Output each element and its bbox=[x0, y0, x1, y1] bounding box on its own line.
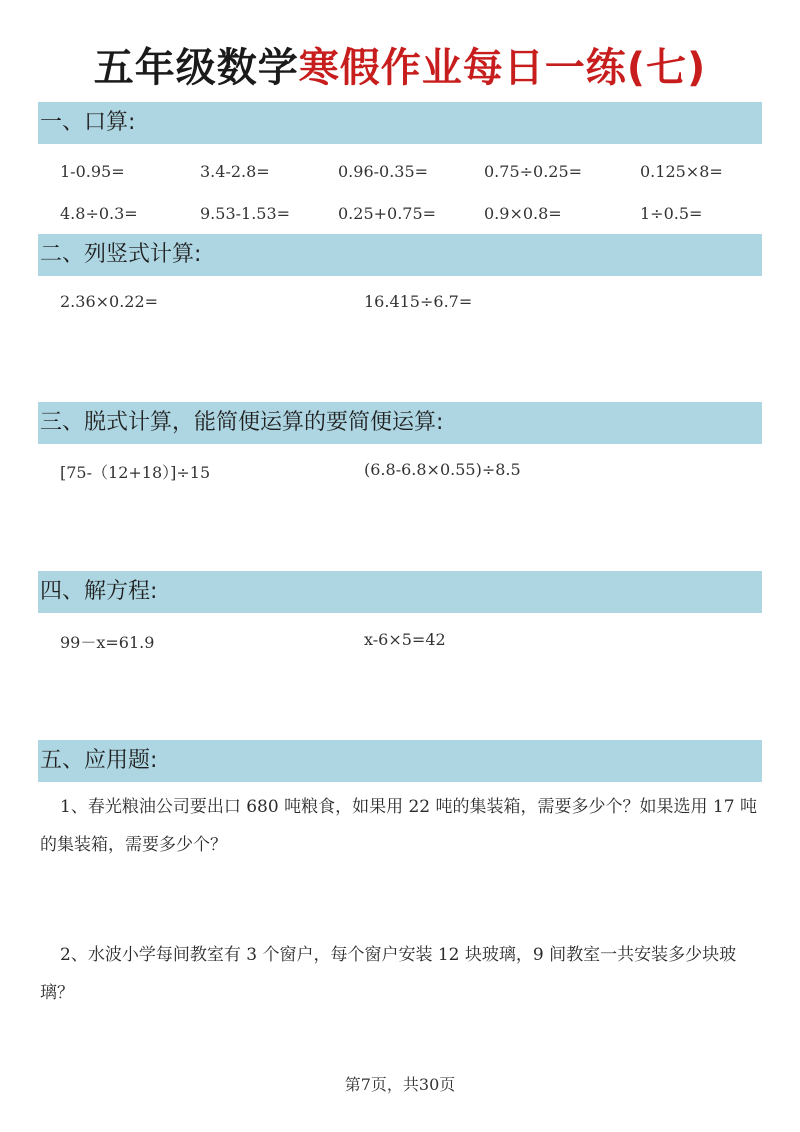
title-grade-subject: 五年级数学 bbox=[93, 45, 299, 91]
equation-item: 99－x=61.9 bbox=[60, 633, 155, 652]
oral-calc-item: 0.25+0.75= bbox=[338, 204, 437, 223]
oral-calc-item: 0.96-0.35= bbox=[338, 162, 429, 181]
step-calc-item: [75-（12+18）]÷15 bbox=[60, 463, 211, 482]
oral-calc-item: 9.53-1.53= bbox=[200, 204, 291, 223]
equation-item: x-6×5=42 bbox=[364, 630, 446, 649]
section-heading-oral: 一、口算: bbox=[40, 110, 136, 135]
oral-calc-item: 4.8÷0.3= bbox=[60, 204, 138, 223]
title-assignment: 寒假作业每日一练(七) bbox=[298, 45, 707, 91]
worksheet-title bbox=[0, 40, 800, 96]
section-heading-step: 三、脱式计算，能简便运算的要简便运算: bbox=[40, 410, 444, 435]
vertical-calc-item: 2.36×0.22= bbox=[60, 292, 159, 311]
oral-calc-item: 1÷0.5= bbox=[640, 204, 703, 223]
vertical-calc-item: 16.415÷6.7= bbox=[364, 292, 473, 311]
oral-calc-item: 0.125×8= bbox=[640, 162, 723, 181]
oral-calc-item: 1-0.95= bbox=[60, 162, 125, 181]
word-problem-2: 2、水波小学每间教室有 3 个窗户，每个窗户安装 12 块玻璃，9 间教室一共安装多少块玻璃？ bbox=[40, 945, 737, 1003]
oral-calc-item: 0.75÷0.25= bbox=[484, 162, 583, 181]
oral-calc-item: 0.9×0.8= bbox=[484, 204, 562, 223]
section-band-oral bbox=[38, 102, 762, 144]
oral-calc-item: 3.4-2.8= bbox=[200, 162, 270, 181]
section-heading-vertical: 二、列竖式计算: bbox=[40, 242, 202, 267]
step-calc-item: (6.8-6.8×0.55)÷8.5 bbox=[364, 460, 521, 479]
section-heading-word-problems: 五、应用题: bbox=[40, 748, 158, 773]
page-number: 第7页，共30页 bbox=[344, 1075, 456, 1094]
section-heading-equation: 四、解方程: bbox=[40, 579, 158, 604]
word-problem-1: 1、春光粮油公司要出口 680 吨粮食，如果用 22 吨的集装箱，需要多少个？如果选用 17 吨的集装箱，需要多少个？ bbox=[40, 797, 757, 855]
